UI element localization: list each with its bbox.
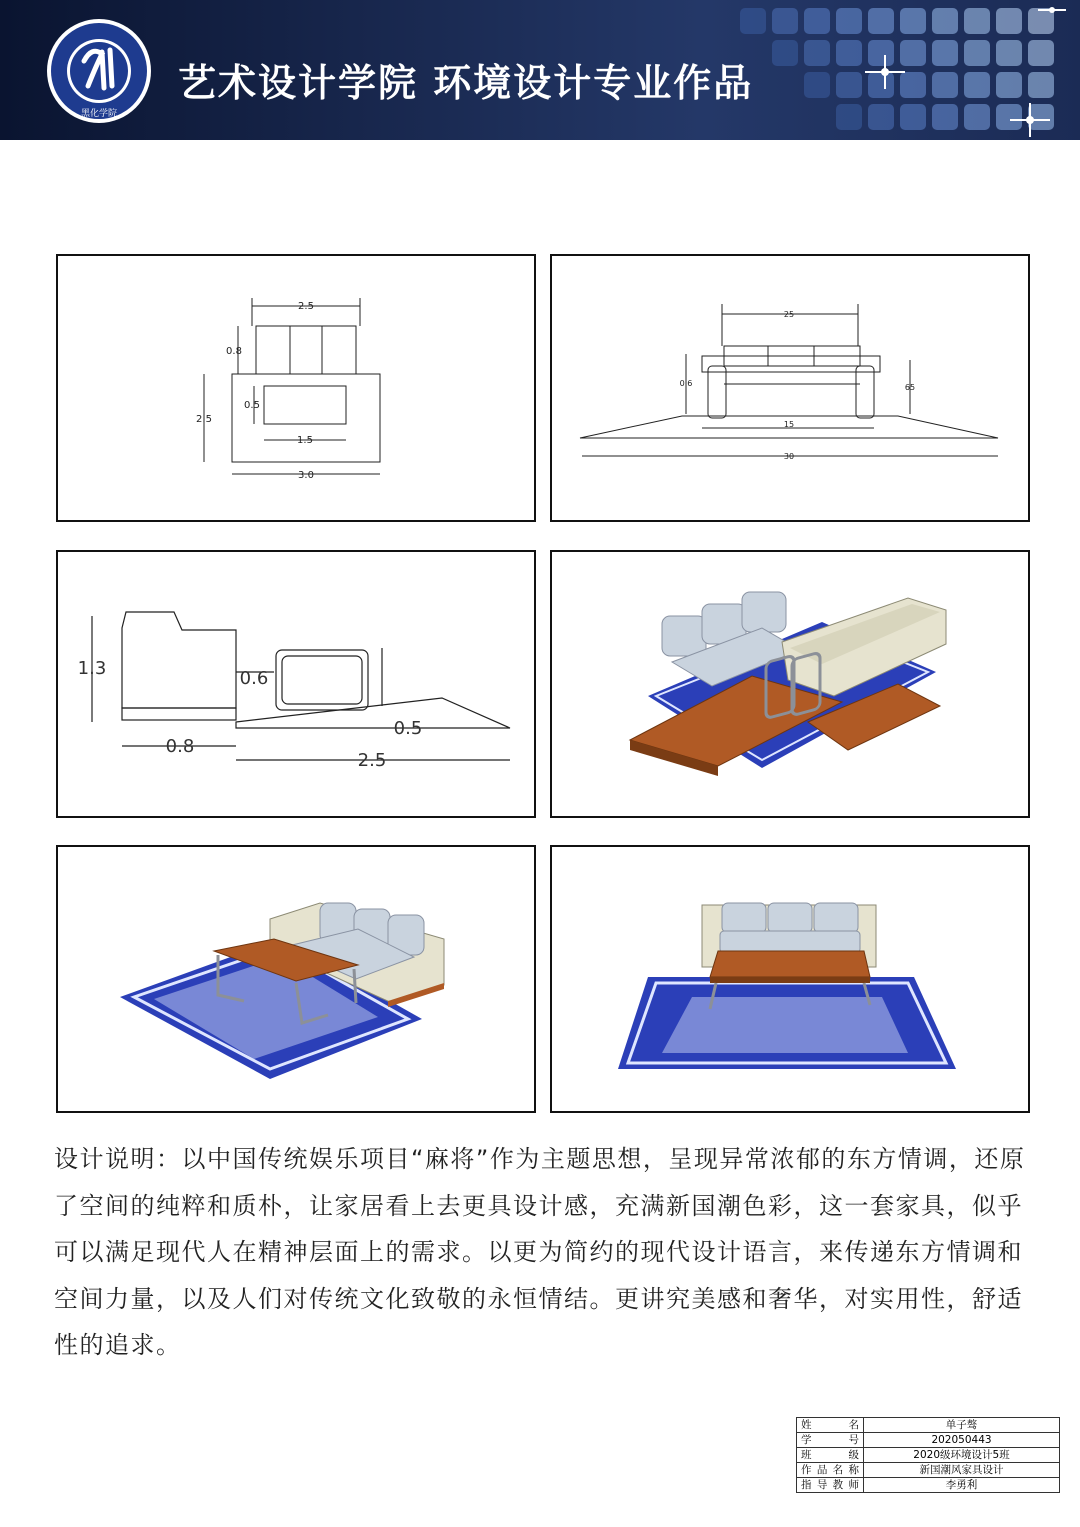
logo-mark-text: 黑化学院	[80, 109, 118, 119]
info-row-advisor	[797, 1478, 1060, 1493]
dim-table-depth: 0.5	[244, 400, 260, 411]
dim-rug-depth: 2.5	[196, 414, 212, 425]
info-label-work-title: 作品名称	[797, 1463, 864, 1478]
info-row-work-title	[797, 1463, 1060, 1478]
perspective-render-panel-left	[56, 845, 536, 1113]
dim-top-width: 2.5	[298, 301, 314, 312]
info-label-student-id: 学号	[797, 1433, 864, 1448]
student-info-table	[796, 1417, 1060, 1493]
front-view-panel	[550, 254, 1030, 522]
info-row-class	[797, 1448, 1060, 1463]
info-value-student-id: 202050443	[864, 1433, 1060, 1448]
dim-rug-width: 30	[783, 452, 795, 461]
info-label-class: 班级	[797, 1448, 864, 1463]
dim-table-height: 65	[904, 383, 916, 392]
perspective-render-panel-right	[550, 845, 1030, 1113]
page-title: 艺术设计学院 环境设计专业作品	[178, 61, 754, 105]
dim-sofa-depth: 0.8	[165, 736, 195, 757]
info-label-advisor: 指导教师	[797, 1478, 864, 1493]
info-row-name	[797, 1418, 1060, 1433]
dim-table-width: 15	[783, 420, 795, 429]
university-logo	[44, 16, 154, 126]
info-value-advisor: 李勇利	[864, 1478, 1060, 1493]
dim-rug-length: 2.5	[357, 750, 387, 771]
dim-sofa-height: 0.6	[679, 379, 693, 388]
perspective-render-left-image	[58, 847, 534, 1111]
info-value-name: 单子骜	[864, 1418, 1060, 1433]
dim-table-height: 0.6	[239, 668, 269, 689]
design-description: 设计说明：以中国传统娱乐项目“麻将”作为主题思想，呈现异常浓郁的东方情调，还原了空间的纯粹和质朴，让家居看上去更具设计感，充满新国潮色彩，这一套家具，似乎可以满足现代人在精神层面上的需求。以更为简约的现代设计语言，来传递东方情调和空间力量，以及人们对传统文化致敬的永恒情结。更讲究美感和奢华，对实用性，舒适性的追求。	[54, 1145, 1026, 1359]
dim-rug-width: 3.0	[298, 470, 314, 481]
perspective-render-right-image	[552, 847, 1028, 1111]
dim-sofa-width: 25	[783, 310, 795, 319]
front-view-drawing	[552, 256, 1028, 520]
info-value-work-title: 新国潮风家具设计	[864, 1463, 1060, 1478]
dim-height: 1.3	[77, 658, 107, 679]
plan-view-drawing	[58, 256, 534, 520]
dim-sofa-depth: 0.8	[226, 346, 242, 357]
info-row-student-id	[797, 1433, 1060, 1448]
exploded-render-panel	[550, 550, 1030, 818]
dim-leg: 0.5	[393, 718, 423, 739]
info-value-class: 2020级环境设计5班	[864, 1448, 1060, 1463]
plan-view-panel	[56, 254, 536, 522]
tile-pattern-decoration	[700, 0, 1080, 140]
exploded-render-image	[552, 552, 1028, 816]
dim-table-width: 1.5	[297, 435, 313, 446]
header-banner	[0, 0, 1080, 140]
side-view-drawing	[58, 552, 534, 816]
side-view-panel	[56, 550, 536, 818]
info-label-name: 姓名	[797, 1418, 864, 1433]
